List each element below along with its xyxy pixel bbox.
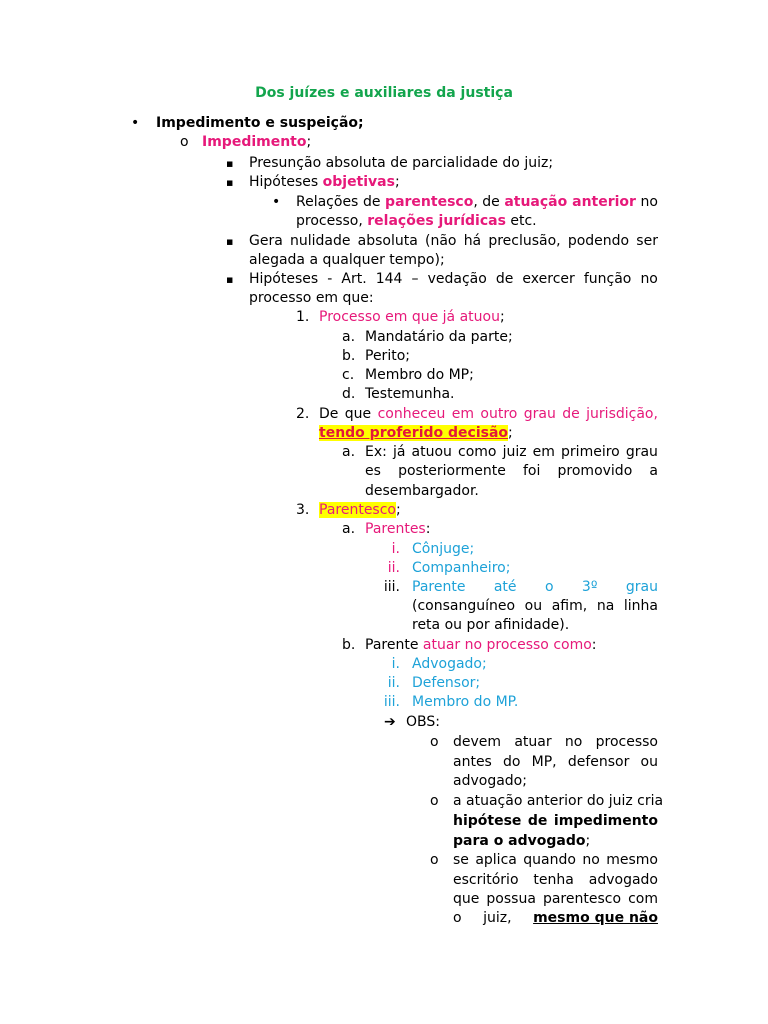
letter-marker: a. xyxy=(342,521,356,537)
example-line1: Ex: já atuou como juiz em primeiro grau xyxy=(365,444,658,460)
subheading-impedimento: Impedimento; xyxy=(202,134,312,150)
letter-item: Mandatário da parte; xyxy=(365,329,513,345)
roman-marker: iii. xyxy=(383,694,400,710)
letter-marker: b. xyxy=(342,637,356,653)
bullet-marker: • xyxy=(131,115,140,131)
letter-item: Perito; xyxy=(365,348,410,364)
roman-marker: i. xyxy=(391,656,400,672)
item-art144-line1: Hipóteses - Art. 144 – vedação de exercer função no xyxy=(249,271,658,287)
letter-item-parente-atuar: Parente atuar no processo como: xyxy=(365,637,597,653)
square-marker: ▪ xyxy=(226,157,234,170)
roman-item: Defensor; xyxy=(412,675,481,691)
letter-marker: b. xyxy=(342,348,356,364)
num-item-processo-atuou: Processo em que já atuou; xyxy=(319,309,505,325)
letter-item-parentes: Parentes: xyxy=(365,521,431,537)
heading-impedimento-suspeicao: Impedimento e suspeição; xyxy=(156,115,364,131)
obs-item-2-line1: a atuação anterior do juiz cria xyxy=(453,793,664,809)
roman-item-parente-line2: (consanguíneo ou afim, na linha xyxy=(412,598,658,614)
roman-marker: i. xyxy=(391,541,400,557)
item-relacoes-line2: processo, relações jurídicas etc. xyxy=(296,213,537,229)
letter-item: Testemunha. xyxy=(365,386,455,402)
circle-marker: o xyxy=(430,734,439,750)
page-title: Dos juízes e auxiliares da justiça xyxy=(255,85,513,101)
roman-marker: iii. xyxy=(383,579,400,595)
square-marker: ▪ xyxy=(226,273,234,286)
roman-item-parente-line3: reta ou por afinidade). xyxy=(412,617,570,633)
letter-marker: d. xyxy=(342,386,356,402)
circle-marker: o xyxy=(430,793,439,809)
number-marker: 2. xyxy=(296,406,310,422)
circle-marker: o xyxy=(180,134,189,150)
roman-marker: ii. xyxy=(387,560,400,576)
item-art144-line2: processo em que: xyxy=(249,290,374,306)
square-marker: ▪ xyxy=(226,176,234,189)
roman-item: Companheiro; xyxy=(412,560,511,576)
num-item-conheceu-line2: tendo proferido decisão; xyxy=(319,425,513,441)
num-item-conheceu-line1: De que conheceu em outro grau de jurisdição, xyxy=(319,406,658,422)
item-nulidade-line1: Gera nulidade absoluta (não há preclusão, podendo ser xyxy=(249,233,658,249)
obs-item-2-line3: para o advogado; xyxy=(453,833,591,849)
item-presuncao: Presunção absoluta de parcialidade do juiz; xyxy=(249,155,554,171)
obs-item-1-line2: antes do MP, defensor ou xyxy=(453,754,658,770)
letter-marker: a. xyxy=(342,444,356,460)
item-hipoteses-objetivas: Hipóteses objetivas; xyxy=(249,174,400,190)
example-line3: desembargador. xyxy=(365,483,479,499)
circle-marker: o xyxy=(430,852,439,868)
example-line2: es posteriormente foi promovido a xyxy=(365,463,658,479)
obs-label: OBS: xyxy=(406,714,440,730)
obs-item-3-line4: o juiz, mesmo que não xyxy=(453,910,658,926)
item-nulidade-line2: alegada a qualquer tempo); xyxy=(249,252,445,268)
letter-item: Membro do MP; xyxy=(365,367,474,383)
roman-item: Cônjuge; xyxy=(412,541,475,557)
arrow-icon: ➔ xyxy=(384,714,396,730)
obs-item-2-line2: hipótese de impedimento xyxy=(453,813,658,829)
obs-item-3-line3: que possua parentesco com xyxy=(453,891,658,907)
letter-marker: a. xyxy=(342,329,356,345)
item-relacoes-line1: Relações de parentesco, de atuação anterior no xyxy=(296,194,658,210)
square-marker: ▪ xyxy=(226,235,234,248)
roman-marker: ii. xyxy=(387,675,400,691)
bullet-marker: • xyxy=(272,194,281,210)
obs-item-1-line3: advogado; xyxy=(453,773,527,789)
letter-marker: c. xyxy=(342,367,355,383)
roman-item-parente-line1: Parente até o 3º grau xyxy=(412,579,658,595)
num-item-parentesco: Parentesco; xyxy=(319,502,401,518)
obs-item-3-line2: escritório tenha advogado xyxy=(453,872,658,888)
roman-item: Advogado; xyxy=(412,656,487,672)
number-marker: 1. xyxy=(296,309,310,325)
obs-item-1-line1: devem atuar no processo xyxy=(453,734,658,750)
roman-item: Membro do MP. xyxy=(412,694,519,710)
number-marker: 3. xyxy=(296,502,310,518)
obs-item-3-line1: se aplica quando no mesmo xyxy=(453,852,658,868)
